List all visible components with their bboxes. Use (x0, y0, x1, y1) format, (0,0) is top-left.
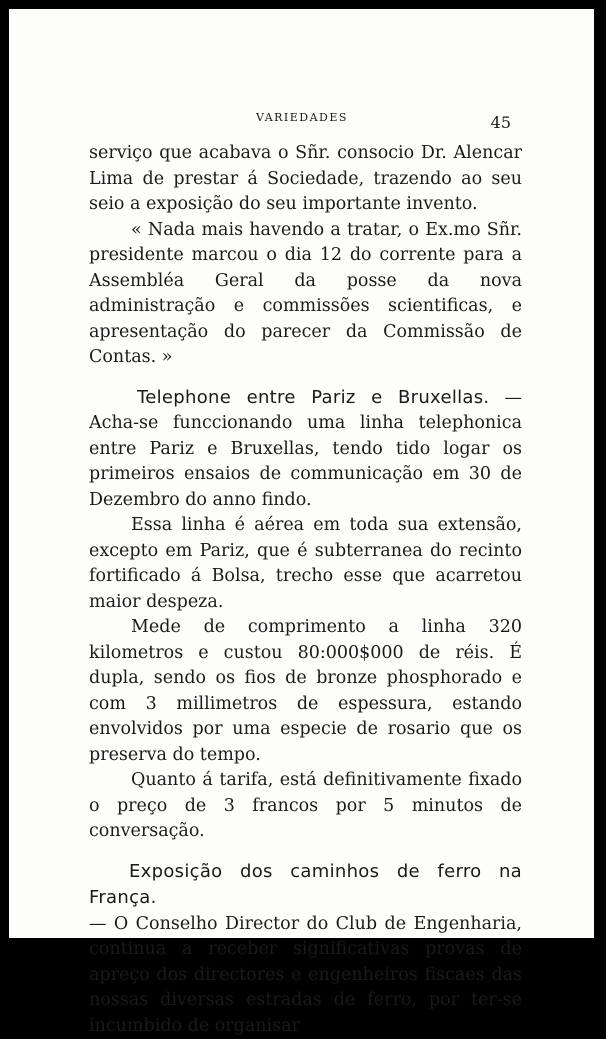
paragraph-meeting-close: « Nada mais havendo a tratar, o Ex.mo Sñr. presidente marcou o dia 12 do corrente para a Assembléa Geral da posse da nova administração e commissões scientificas, e apresentação do parecer da Commissão de Contas. » (89, 218, 522, 371)
section-exposicao-title-line (89, 859, 522, 912)
page-number: 45 (491, 113, 511, 132)
page-content (9, 9, 594, 938)
section-telephone (89, 385, 522, 514)
running-head: VARIEDADES (256, 111, 348, 124)
section-title-telephone: Telephone entre Pariz e Bruxellas. (137, 387, 489, 408)
paragraph-line-description: Essa linha é aérea em toda sua extensão, excepto em Pariz, que é subterranea do recinto fortificado á Bolsa, trecho esse que acarretou maior despeza. (89, 513, 522, 615)
section-spacer (89, 371, 522, 385)
paragraph-line-cost: Mede de comprimento a linha 320 kilometros e custou 80:000$000 de réis. É dupla, sendo os fios de bronze phosphorado e com 3 millimetros de espessura, estando envolvidos por uma especie de rosario que os preserva do tempo. (89, 615, 522, 768)
section-telephone-lead: — Acha-se funccionando uma linha telephonica entre Pariz e Bruxellas, tendo tido logar os primeiros ensaios de communicação em 30 de Dezembro do anno findo. (89, 388, 522, 510)
section-spacer (89, 845, 522, 859)
section-exposicao-lead: — O Conselho Director do Club de Engenharia, continua a receber significativas provas de apreço dos directores e engenheiros fiscaes das nossas diversas estradas de ferro, por ter-se incumbido de organisar (89, 912, 522, 1039)
section-title-exposicao: Exposição dos caminhos de ferro na França. (89, 861, 522, 909)
book-page (9, 9, 594, 938)
page-header (9, 109, 594, 139)
body-text (89, 141, 522, 1039)
paragraph-continuation: serviço que acabava o Sñr. consocio Dr. Alencar Lima de prestar á Sociedade, trazendo ao seu seio a exposição do seu importante invento. (89, 141, 522, 218)
paragraph-tariff: Quanto á tarifa, está definitivamente fixado o preço de 3 francos por 5 minutos de conversação. (89, 768, 522, 845)
